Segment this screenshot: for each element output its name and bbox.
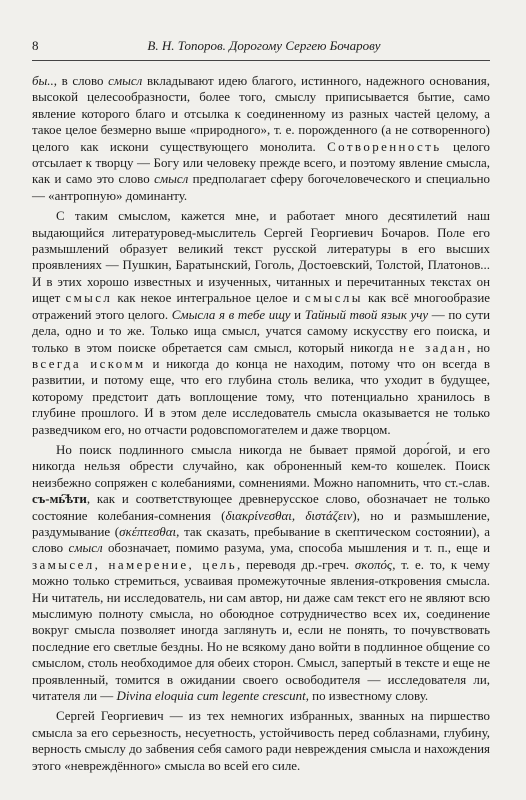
text-run: смысл (108, 73, 143, 88)
text-run: σκοπός (354, 556, 393, 572)
text-run: Сотворенность (327, 138, 442, 154)
text-run: вкладывают идею благого, истинного, надежного основания, высокой целесообразности, более того, смыслу приписывается бытие, само явление которого благо и отсылка к соединенному из разных частей целому, а такое целое безмерно выше «природного», т. е. порожденного (а не сотворенного) целого как искони существующего монолита. (32, 73, 490, 154)
text-run: С таким смыслом, кажется мне, и работает много десятилетий наш выдающийся литературовед-мыслитель Сергей Георгиевич Бочаров. Поле его размышлений образует великий текст русской литературы в его высших проявлениях — Пушкин, Баратынский, Гоголь, Достоевский, Толстой, Платонов... И в этих хорошо известных и изученных, читанных и перечитанных текстах он ищет (32, 208, 490, 306)
text-run: , переводя др.-греч. (237, 556, 355, 572)
text-run: замысел, намерение, цель (32, 556, 238, 572)
text-run: смысл (154, 171, 189, 187)
text-run: , в слово (53, 73, 109, 88)
text-run: Тайный твой язык учу (304, 306, 429, 322)
running-head (32, 38, 490, 54)
text-run: всегда искомм (32, 355, 146, 371)
text-run: , по известному слову. (305, 688, 429, 704)
text-run: Сергей Георгиевич — из тех немногих избранных, званных на пиршество смысла за его серьезность, несуетность, устойчивость перед соблазнами, глубину, верность смыслу до забвения себя самого ради невреждения смысла и нахождения этого «невреждённого» смысла во всей его силе. (32, 708, 490, 773)
text-run: Divina eloquia cum legente crescunt (116, 688, 306, 704)
paragraph (32, 73, 490, 204)
text-run: σκέπτεσθαι (119, 523, 177, 539)
text-run: — по сути дела, одно и то же. Только ища смысл, учатся самому искусству его поиска, и только в этом поиске обретается сам смысл, который никогда (32, 306, 491, 355)
text-run: съ-мь҇ѣти (32, 491, 87, 507)
text-run: , но (467, 339, 490, 355)
text-run: , т. е. то, к чему можно только стремиться, усваивая промежуточные явления-откровения смысла. Ни читатель, ни исследователь, ни сам автор, ни даже сам текст его не являют всю мыслимую полноту смысла, но обоюдное сотрудничество всех их, соединение вокруг смысла позволяет иногда заглянуть и, если не понять, то почувствовать последние его светлые бездны. Но не всякому дано войти в подлинное общение со смыслом, столь необходимое для обеих сторон. Смысл, запертый в тексте и еще не проявленный, томится в ожидании своего освободителя — исследователя ли, читателя ли — (32, 556, 490, 704)
text-run: ), но и размышление, раздумывание ( (32, 507, 490, 539)
text-run: , как и соответствующее древнерусское слово, обозначает не только состояние колебания-сомнения ( (32, 491, 490, 523)
text-run: целого отсылает к творцу — Богу или человеку прежде всего, и поэтому явление смысла, как и само это слово (32, 138, 490, 187)
header-rule (32, 60, 490, 61)
text-run: и (290, 306, 305, 322)
paragraph (32, 442, 490, 705)
text-run: Но поиск подлинного смысла никогда не бывает прямой доро́гой, и его никогда нельзя обрести случайно, как оброненный кем-то кошелек. Поиск неизбежно сопряжен с колебаниями, сомнениями. Можно напомнить, что ст.-слав. (32, 441, 490, 490)
text-run: не задан (399, 339, 468, 355)
text-run: и никогда до конца не находим, потому что он всегда в развитии, и потому еще, что его глубина столь велика, что уходит в будущее, которому предстоит дать воплощение тому, что потенциально хранилось в глубине прошлого. И в этом деле исследователь смысла оказывается не только разведчиком его, но отчасти родовспомогателем и даже творцом. (32, 355, 491, 437)
text-run: бы.. (32, 73, 54, 88)
text-run: обозначает, помимо разума, ума, способа мышления и т. п., еще и (102, 540, 491, 556)
text-run: смысл (68, 540, 103, 556)
text-run: смыслы (304, 290, 363, 306)
paragraph (32, 708, 490, 774)
text-run: смысл (65, 290, 113, 306)
text-run: как всё многообразие отражений этого целого. (32, 290, 490, 322)
body-text (32, 73, 490, 774)
running-head-title: В. Н. Топоров. Дорогому Сергею Бочарову (147, 38, 381, 53)
page-number: 8 (32, 38, 39, 53)
text-run: , так сказать, пребывание в скептическом состоянии), а слово (32, 523, 490, 556)
text-run: предполагает сферу богочеловеческого и специально — «антропную» доминанту. (32, 171, 490, 203)
text-run: διακρίνεσθαι, διστάζειν (225, 507, 353, 523)
text-run: как некое интегральное целое и (112, 290, 305, 306)
text-run: Смысла я в тебе ищу (171, 306, 291, 322)
paragraph (32, 208, 490, 438)
